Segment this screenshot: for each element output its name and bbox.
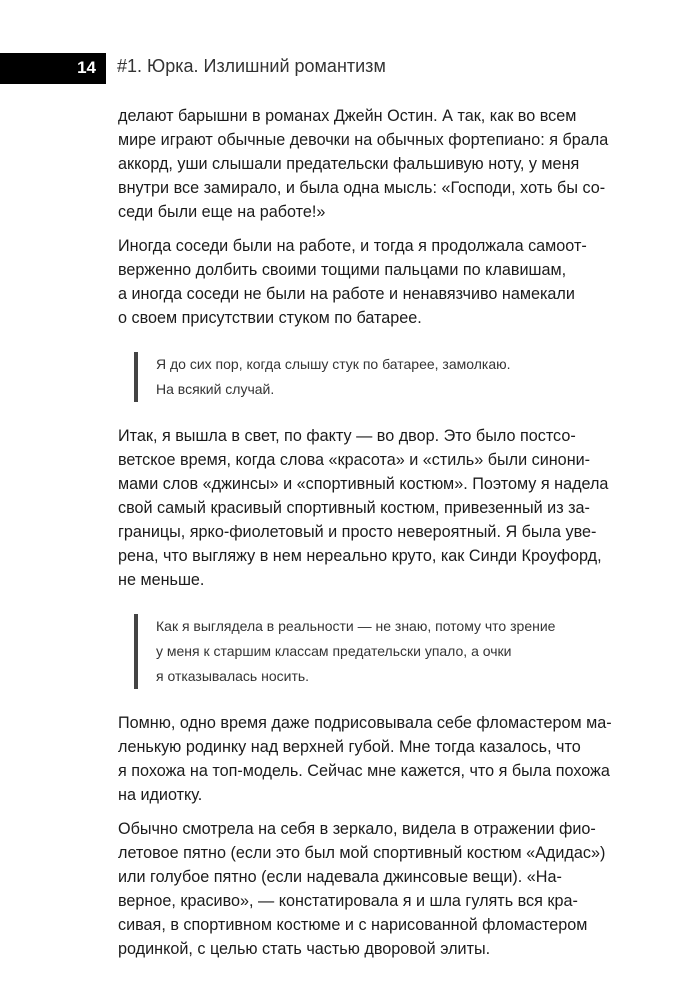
paragraph-4 [118,711,615,807]
text-line: аккорд, уши слышали предательски фальшивую ноту, у меня [118,155,580,173]
text-line: Обычно смотрела на себя в зеркало, видела в отражении фио- [118,820,596,838]
text-line: или голубое пятно (если надевала джинсовые вещи). «На- [118,868,562,886]
quote-line: Как я выглядела в реальности — не знаю, потому что зрение [156,618,556,634]
text-line: делают барышни в романах Джейн Остин. А так, как во всем [118,107,577,125]
text-line: свой самый красивый спортивный костюм, привезенный из за- [118,499,590,517]
quote-line: я отказывалась носить. [156,668,310,684]
text-line: Помню, одно время даже подрисовывала себе фломастером ма- [118,714,612,732]
text-line: мами слов «джинсы» и «спортивный костюм». Поэтому я надела [118,475,609,493]
text-line: на идиотку. [118,786,203,804]
text-line: я похожа на топ-модель. Сейчас мне кажется, что я была похожа [118,762,610,780]
running-title: #1. Юрка. Излишний романтизм [117,56,386,76]
page-number: 14 [77,58,96,77]
text-line: ветское время, когда слова «красота» и «стиль» были синони- [118,451,591,469]
text-line: верженно долбить своими тощими пальцами по клавишам, [118,261,567,279]
blockquote-2 [134,614,615,689]
text-line: рена, что выгляжу в нем нереально круто, как Синди Кроуфорд, [118,547,602,565]
text-line: а иногда соседи не были на работе и ненавязчиво намекали [118,285,575,303]
text-line: ленькую родинку над верхней губой. Мне тогда казалось, что [118,738,581,756]
text-line: границы, ярко-фиолетовый и просто невероятный. Я была уве- [118,523,597,541]
paragraph-2 [118,234,615,330]
paragraph-5 [118,817,615,961]
text-line: внутри все замирало, и была одна мысль: «Господи, хоть бы со- [118,179,606,197]
quote-line: Я до сих пор, когда слышу стук по батарее, замолкаю. [156,356,511,372]
paragraph-3 [118,424,615,592]
page-header [0,53,681,84]
text-line: седи были еще на работе!» [118,203,326,221]
blockquote-1 [134,352,615,402]
quote-line: у меня к старшим классам предательски упало, а очки [156,643,512,659]
text-line: не меньше. [118,571,205,589]
text-line: Иногда соседи были на работе, и тогда я продолжала самоот- [118,237,587,255]
paragraph-1 [118,104,615,224]
page-content [118,104,615,971]
page-number-box [0,53,106,84]
quote-line: На всякий случай. [156,381,275,397]
text-line: Итак, я вышла в свет, по факту — во двор. Это было постсо- [118,427,576,445]
text-line: родинкой, с целью стать частью дворовой элиты. [118,940,491,958]
text-line: о своем присутствии стуком по батарее. [118,309,422,327]
text-line: верное, красиво», — констатировала я и шла гулять вся кра- [118,892,578,910]
text-line: летовое пятно (если это был мой спортивный костюм «Адидас») [118,844,606,862]
text-line: сивая, в спортивном костюме и с нарисованной фломастером [118,916,588,934]
text-line: мире играют обычные девочки на обычных фортепиано: я брала [118,131,609,149]
